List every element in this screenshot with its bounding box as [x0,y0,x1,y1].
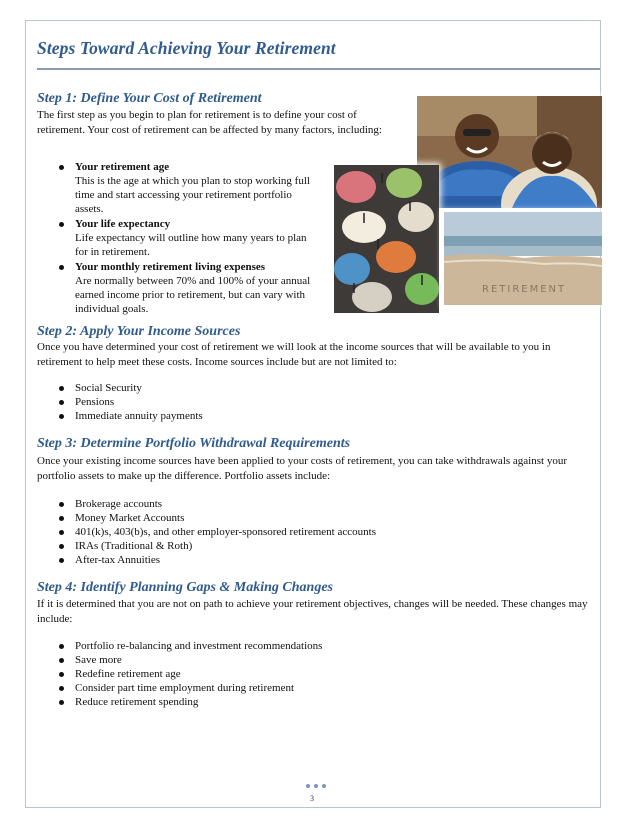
list-item: Consider part time employment during retirement [58,681,322,695]
list-item: Redefine retirement age [58,667,322,681]
title-divider [37,68,600,70]
step3-list [58,497,376,567]
step2-heading: Step 2: Apply Your Income Sources [37,324,241,339]
list-item [58,260,326,316]
list-item-desc: Are normally between 70% and 100% of your annual earned income prior to retirement, but can vary with individual goals. [75,275,311,315]
list-item-title: Your monthly retirement living expenses [75,261,266,273]
list-item: Pensions [58,395,203,409]
list-item-title: Your life expectancy [75,218,171,230]
page-number: 3 [310,794,314,803]
page-title: Steps Toward Achieving Your Retirement [37,38,336,58]
step1-intro: The first step as you begin to plan for retirement is to define your cost of retirement. Your cost of retirement can be affected by many factors, including: [37,109,382,136]
list-item: After-tax Annuities [58,553,376,567]
list-item [58,217,326,259]
piggy-banks-photo [334,165,439,313]
beach-image [444,212,602,305]
step4-list [58,639,322,709]
step3-heading: Step 3: Determine Portfolio Withdrawal Requirements [37,436,351,451]
list-item: Social Security [58,381,203,395]
list-item: Save more [58,653,322,667]
list-item: Reduce retirement spending [58,695,322,709]
list-item: 401(k)s, 403(b)s, and other employer-sponsored retirement accounts [58,525,376,539]
step1-heading: Step 1: Define Your Cost of Retirement [37,91,262,106]
list-item-title: Your retirement age [75,161,170,173]
step3-intro: Once your existing income sources have been applied to your costs of retirement, you can take withdrawals against your portfolio assets to make up the difference. Portfolio assets include: [37,455,567,482]
list-item: Portfolio re-balancing and investment recommendations [58,639,322,653]
piggy-banks-image [334,165,439,313]
step2-list [58,381,203,423]
list-item: Brokerage accounts [58,497,376,511]
list-item: Money Market Accounts [58,511,376,525]
footer-dots [306,784,326,788]
step4-intro: If it is determined that you are not on path to achieve your retirement objectives, changes will be needed. These changes may include: [37,598,588,625]
list-item-desc: Life expectancy will outline how many years to plan for in retirement. [75,232,307,258]
smiling-couple-photo [417,96,602,208]
step2-intro: Once you have determined your cost of retirement we will look at the income sources that will be available to you in retirement to help meet these costs. Income sources include but are not limited to: [37,341,551,368]
couple-image [417,96,602,208]
list-item: IRAs (Traditional & Roth) [58,539,376,553]
beach-sand-text: RETIREMENT [482,284,567,295]
beach-retirement-photo [444,212,602,305]
list-item [58,160,326,216]
list-item-desc: This is the age at which you plan to stop working full time and start accessing your retirement portfolio assets. [75,175,310,215]
step1-list [58,160,326,316]
step4-heading: Step 4: Identify Planning Gaps & Making Changes [37,580,333,595]
list-item: Immediate annuity payments [58,409,203,423]
